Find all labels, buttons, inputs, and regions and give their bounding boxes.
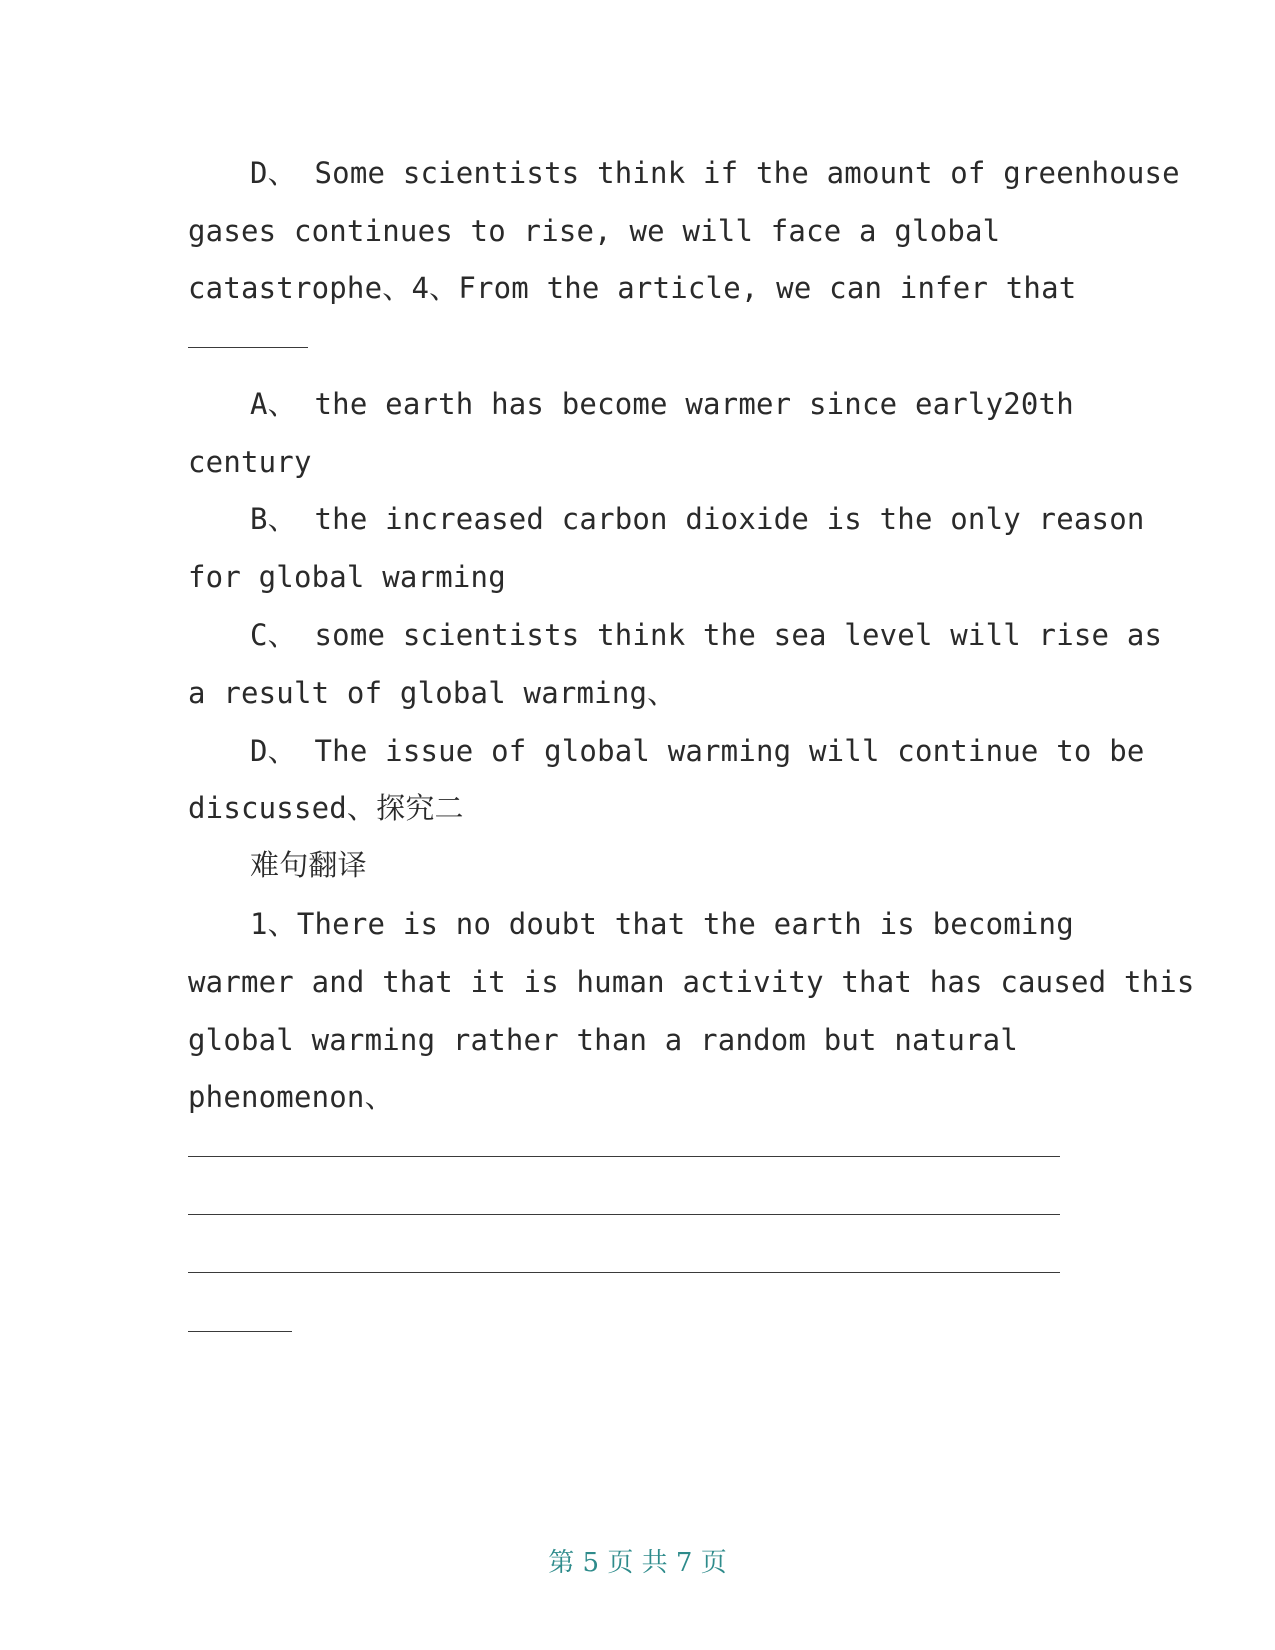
answer-line bbox=[188, 1272, 1060, 1273]
section-title: 难句翻译 bbox=[250, 848, 367, 882]
option-d-line-2: gases continues to rise, we will face a global bbox=[188, 214, 1001, 248]
answer-blank bbox=[188, 347, 308, 348]
sentence-1-line-2: warmer and that it is human activity that has caused this bbox=[188, 965, 1195, 999]
option-c-line-1: C、 some scientists think the sea level will rise as bbox=[250, 618, 1163, 652]
option-d-line-1: D、 Some scientists think if the amount of greenhouse bbox=[250, 156, 1180, 190]
option-b-line-2: for global warming bbox=[188, 560, 506, 594]
option-a-line-1: A、 the earth has become warmer since early20th bbox=[250, 387, 1074, 421]
option-d2-line-1: D、 The issue of global warming will continue to be bbox=[250, 734, 1145, 768]
answer-line bbox=[188, 1156, 1060, 1157]
sentence-1-line-4: phenomenon、 bbox=[188, 1080, 394, 1114]
option-d2-line-2: discussed、探究二 bbox=[188, 791, 464, 825]
sentence-1-line-3: global warming rather than a random but natural bbox=[188, 1023, 1018, 1057]
answer-line bbox=[188, 1331, 292, 1332]
answer-line bbox=[188, 1214, 1060, 1215]
sentence-1-line-1: 1、There is no doubt that the earth is becoming bbox=[250, 907, 1074, 941]
page-footer: 第 5 页 共 7 页 bbox=[548, 1548, 727, 1578]
option-b-line-1: B、 the increased carbon dioxide is the only reason bbox=[250, 502, 1145, 536]
option-a-line-2: century bbox=[188, 445, 312, 479]
question-4-stem: catastrophe、4、From the article, we can infer that bbox=[188, 271, 1077, 305]
option-c-line-2: a result of global warming、 bbox=[188, 676, 677, 710]
